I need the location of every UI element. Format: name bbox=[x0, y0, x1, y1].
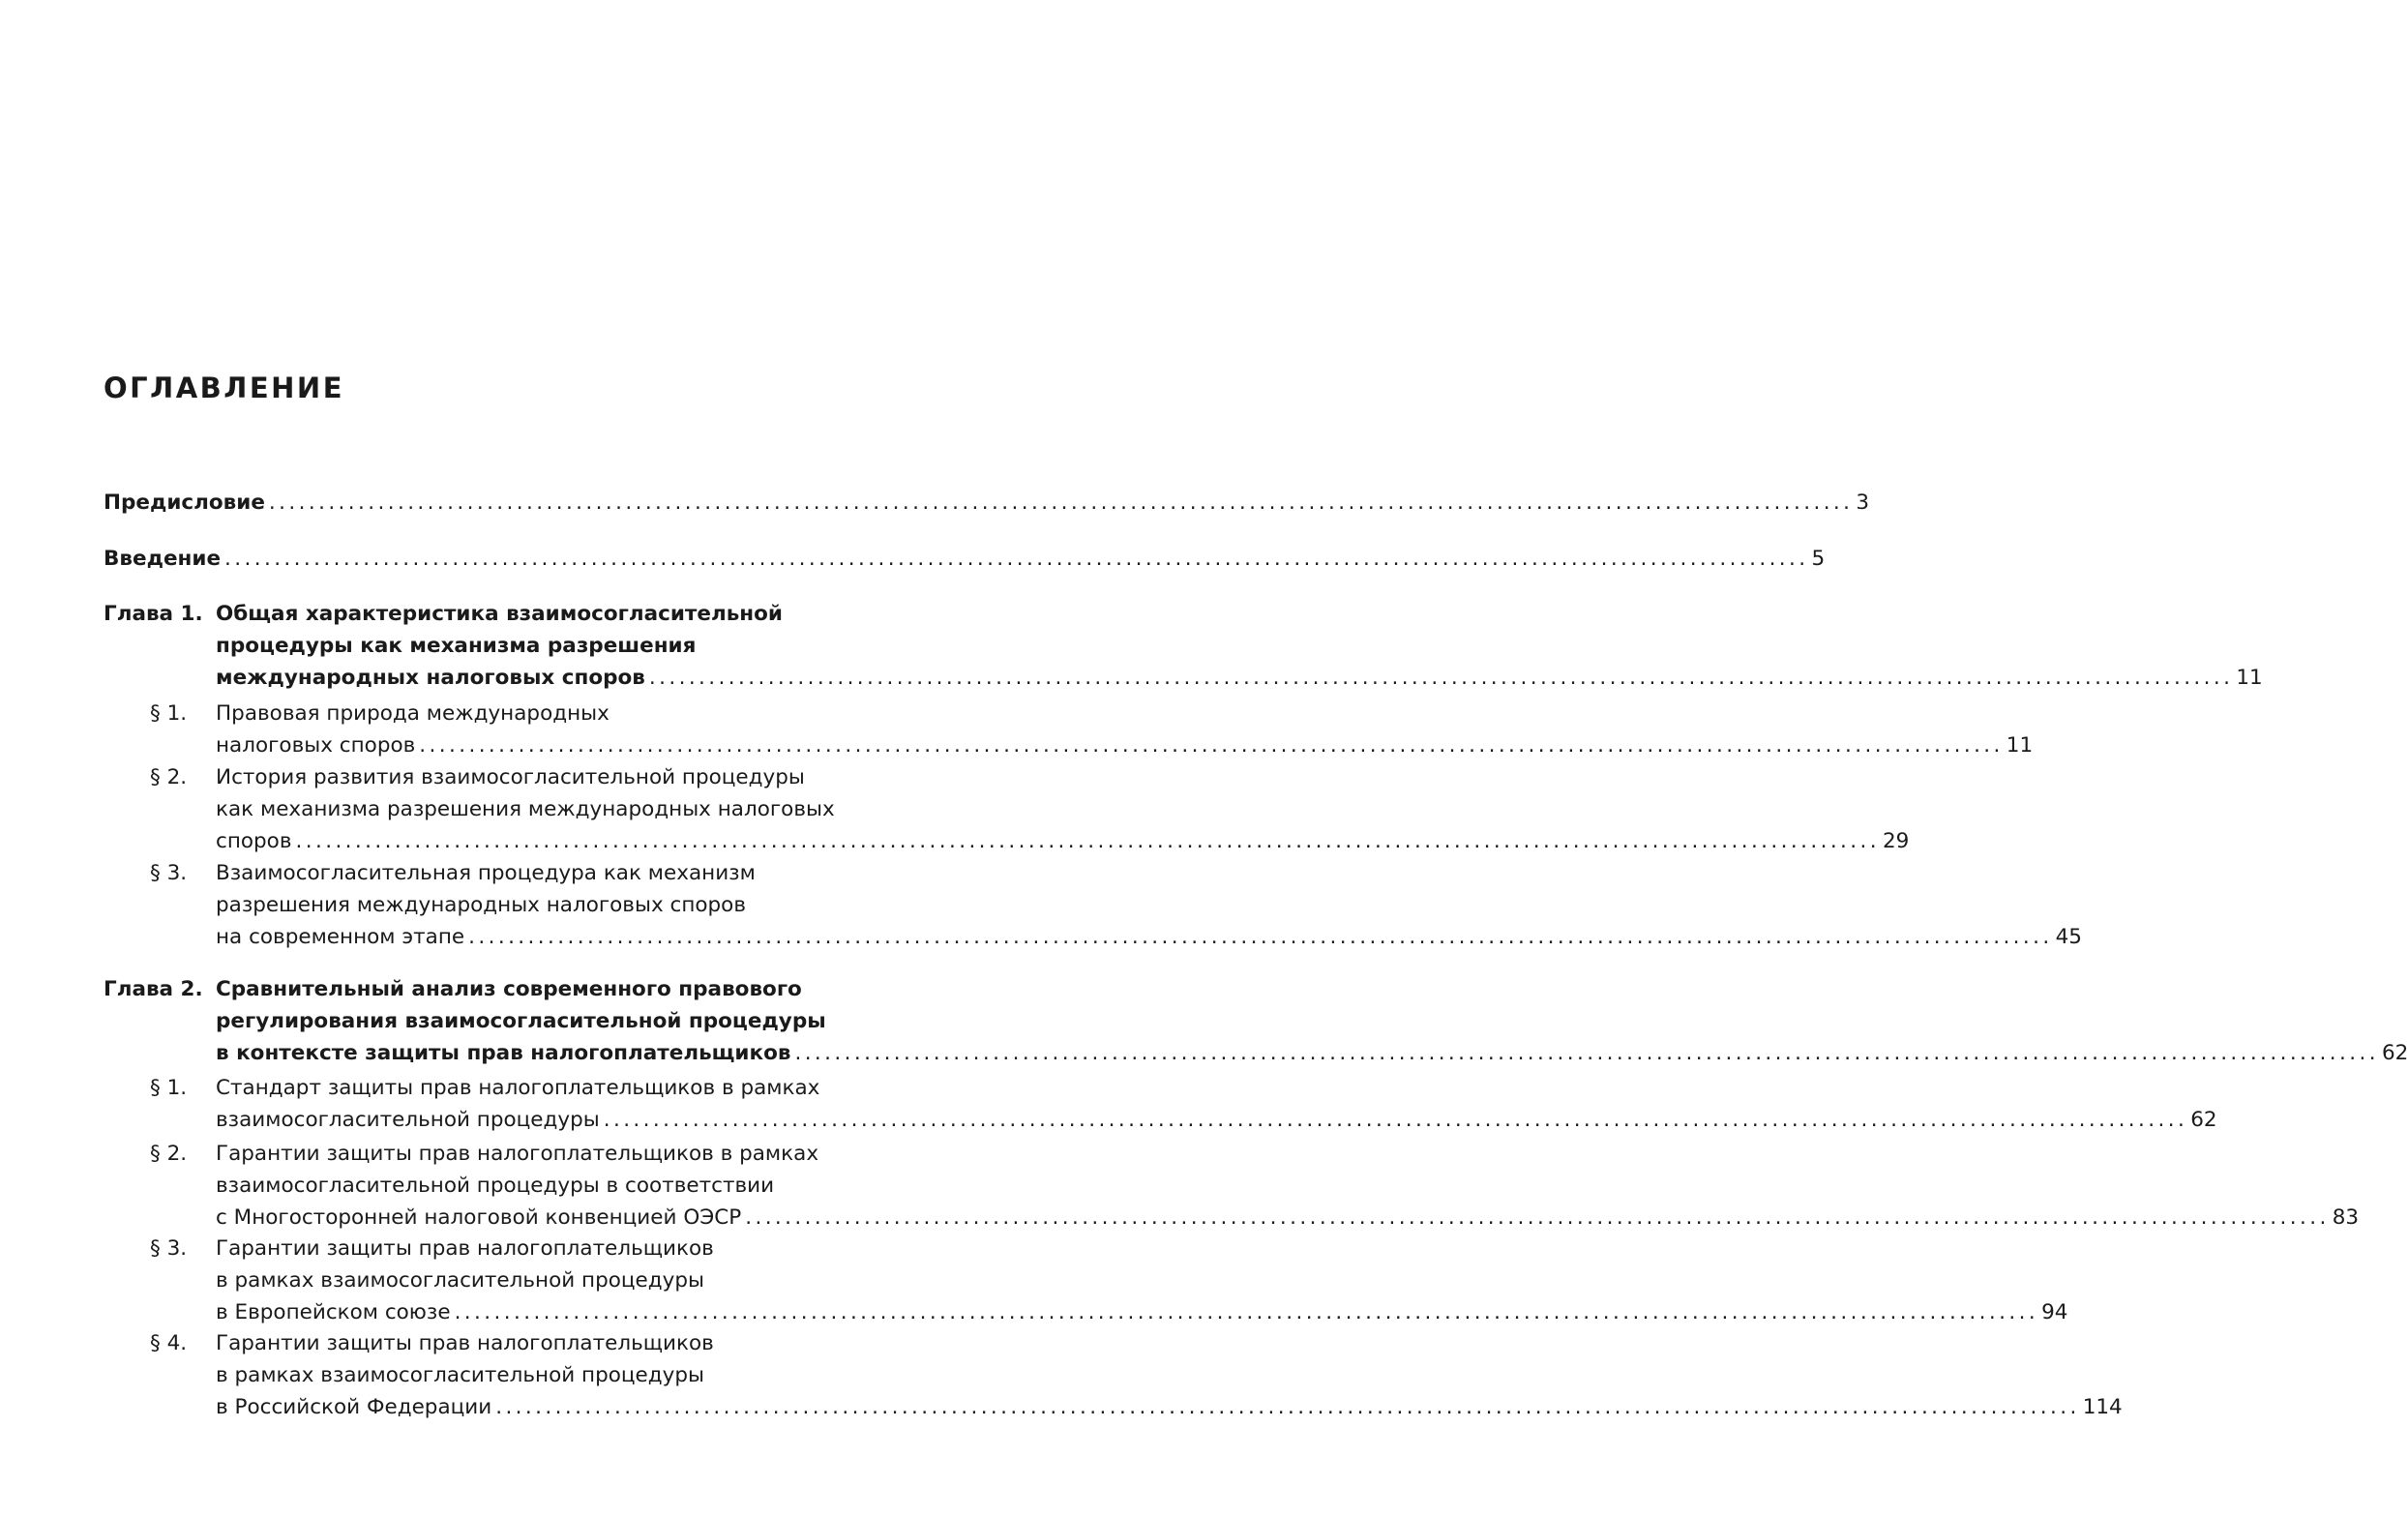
section-label: § 2. bbox=[150, 765, 188, 789]
page-number: 5 bbox=[1811, 547, 1826, 571]
toc-entry-title: взаимосогласительной процедуры bbox=[216, 1108, 600, 1132]
toc-entry-line bbox=[216, 1104, 2217, 1136]
page-number: 83 bbox=[2332, 1205, 2360, 1230]
toc-entry-line bbox=[104, 543, 1826, 575]
toc-entry-line: Правовая природа международных bbox=[216, 701, 609, 726]
dot-leader: ................................................................................................................................................................ bbox=[648, 666, 2234, 690]
toc-entry-line: Сравнительный анализ современного правового bbox=[216, 977, 802, 1001]
toc-entry-line: в рамках взаимосогласительной процедуры bbox=[216, 1363, 704, 1387]
toc-entry-line: Гарантии защиты прав налогоплательщиков в рамках bbox=[216, 1142, 819, 1166]
dot-leader: ................................................................................................................................................................ bbox=[745, 1205, 2330, 1230]
chapter-label: Глава 2. bbox=[104, 977, 203, 1001]
toc-entry-title: с Многосторонней налоговой конвенцией ОЭСР bbox=[216, 1205, 742, 1230]
toc-entry-title: международных налоговых споров bbox=[216, 666, 645, 690]
toc-entry-title: Введение bbox=[104, 547, 222, 571]
toc-entry-line: как механизма разрешения международных налоговых bbox=[216, 797, 835, 821]
page-number: 94 bbox=[2041, 1300, 2068, 1324]
toc-entry-line: взаимосогласительной процедуры в соответствии bbox=[216, 1174, 775, 1198]
dot-leader: ................................................................................................................................................................ bbox=[603, 1108, 2188, 1132]
toc-entry-line bbox=[216, 1296, 2068, 1328]
toc-entry-title: споров bbox=[216, 829, 292, 853]
toc-entry-line: регулирования взаимосогласительной процедуры bbox=[216, 1009, 826, 1033]
toc-entry-title: Предисловие bbox=[104, 491, 265, 515]
page-number: 11 bbox=[2006, 733, 2034, 758]
page-number: 62 bbox=[2381, 1041, 2408, 1065]
dot-leader: ................................................................................................................................................................ bbox=[224, 547, 1809, 571]
section-label: § 1. bbox=[150, 1076, 188, 1100]
toc-entry-line bbox=[216, 662, 2263, 694]
toc-entry-line: в рамках взаимосогласительной процедуры bbox=[216, 1268, 704, 1293]
section-label: § 2. bbox=[150, 1142, 188, 1166]
section-label: § 3. bbox=[150, 1236, 188, 1261]
toc-entry-line: процедуры как механизма разрешения bbox=[216, 634, 697, 658]
toc-entry-line bbox=[216, 921, 2082, 953]
toc-entry-line: разрешения международных налоговых споров bbox=[216, 893, 747, 917]
toc-entry-line: История развития взаимосогласительной процедуры bbox=[216, 765, 805, 789]
dot-leader: ................................................................................................................................................................ bbox=[268, 491, 1854, 515]
toc-entry-line bbox=[216, 1037, 2408, 1069]
toc-entry-line: Взаимосогласительная процедура как механизм bbox=[216, 861, 756, 885]
toc-entry-title: налоговых споров bbox=[216, 733, 416, 758]
dot-leader: ................................................................................................................................................................ bbox=[794, 1041, 2379, 1065]
page-title: ОГЛАВЛЕНИЕ bbox=[104, 372, 345, 404]
toc-entry-title: на современном этапе bbox=[216, 925, 465, 949]
dot-leader: ................................................................................................................................................................ bbox=[468, 925, 2053, 949]
page-number: 11 bbox=[2236, 666, 2263, 690]
toc-entry-line: Гарантии защиты прав налогоплательщиков bbox=[216, 1236, 714, 1261]
page-number: 45 bbox=[2055, 925, 2082, 949]
dot-leader: ................................................................................................................................................................ bbox=[454, 1300, 2039, 1324]
toc-entry-title: в контексте защиты прав налогоплательщиков bbox=[216, 1041, 791, 1065]
dot-leader: ................................................................................................................................................................ bbox=[295, 829, 1880, 853]
section-label: § 4. bbox=[150, 1331, 188, 1355]
toc-entry-line bbox=[216, 1391, 2123, 1423]
dot-leader: ................................................................................................................................................................ bbox=[495, 1395, 2080, 1419]
section-label: § 3. bbox=[150, 861, 188, 885]
toc-entry-line: Гарантии защиты прав налогоплательщиков bbox=[216, 1331, 714, 1355]
section-label: § 1. bbox=[150, 701, 188, 726]
toc-entry-line bbox=[216, 825, 1910, 857]
page-number: 3 bbox=[1856, 491, 1870, 515]
toc-entry-line bbox=[216, 1202, 2360, 1234]
toc-entry-title: в Европейском союзе bbox=[216, 1300, 451, 1324]
toc-entry-line: Общая характеристика взаимосогласительной bbox=[216, 602, 783, 626]
toc-entry-line bbox=[104, 487, 1870, 519]
page-number: 62 bbox=[2190, 1108, 2217, 1132]
page-number: 29 bbox=[1883, 829, 1910, 853]
toc-entry-line: Стандарт защиты прав налогоплательщиков в рамках bbox=[216, 1076, 820, 1100]
page-number: 114 bbox=[2082, 1395, 2123, 1419]
toc-entry-line bbox=[216, 729, 2034, 761]
chapter-label: Глава 1. bbox=[104, 602, 203, 626]
dot-leader: ................................................................................................................................................................ bbox=[419, 733, 2004, 758]
toc-entry-title: в Российской Федерации bbox=[216, 1395, 492, 1419]
